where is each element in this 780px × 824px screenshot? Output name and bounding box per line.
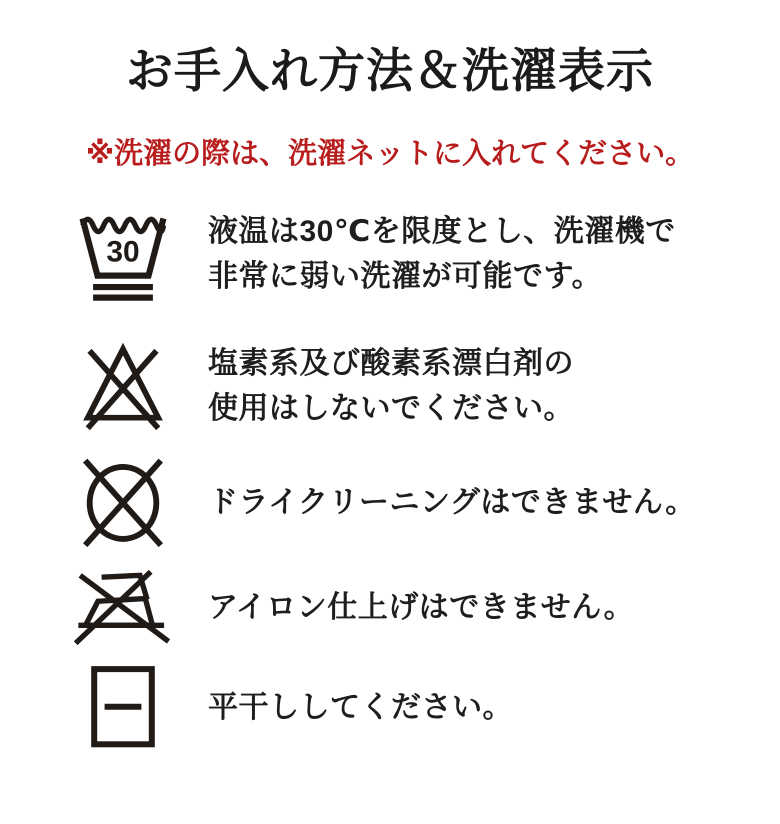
care-text-line: 非常に弱い洗濯が可能です。 <box>208 260 603 294</box>
care-text-line: 塩素系及び酸素系漂白剤の <box>208 347 574 381</box>
care-text-line: アイロン仕上げはできません。 <box>208 590 635 624</box>
care-row-text <box>208 341 574 431</box>
laundry-net-notice: ※洗濯の際は、洗濯ネットに入れてください。 <box>85 138 695 171</box>
care-instructions-panel <box>0 44 780 824</box>
care-text-line: 液温は30℃を限度とし、洗濯機で <box>208 215 676 249</box>
wash-30-very-gentle-icon <box>68 206 178 303</box>
flat-dry-icon <box>68 665 178 750</box>
do-not-iron-icon <box>68 569 178 646</box>
care-text-line: 平干ししてください。 <box>208 690 513 724</box>
do-not-bleach-icon <box>68 340 178 432</box>
wash-temperature-number: 30 <box>106 235 140 269</box>
care-row-text <box>208 480 696 525</box>
care-text-line: ドライクリーニングはできません。 <box>208 485 696 519</box>
care-row-wash-30 <box>68 204 780 304</box>
care-text-line: 使用はしないでください。 <box>208 392 574 426</box>
care-row-no-bleach <box>68 336 780 436</box>
do-not-dryclean-icon <box>68 455 178 549</box>
care-row-flat-dry <box>68 659 780 755</box>
care-row-no-iron <box>68 564 780 650</box>
page-title: お手入れ方法＆洗濯表示 <box>126 44 654 97</box>
care-item-list <box>0 204 780 755</box>
care-row-text <box>208 209 676 299</box>
care-row-text <box>208 685 513 730</box>
care-row-text <box>208 585 634 630</box>
care-row-no-dryclean <box>68 454 780 550</box>
